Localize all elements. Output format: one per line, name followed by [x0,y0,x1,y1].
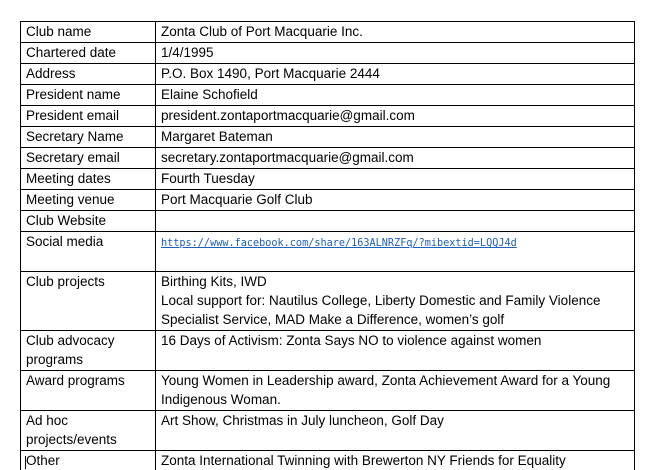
social-media-cell [156,232,635,272]
table-row [21,148,635,169]
club-projects-line-2: Local support for: Nautilus College, Liberty Domestic and Family Violence Specialist Service, MAD Make a Difference, women’s golf [161,293,601,327]
row-value: Zonta International Twinning with Brewerton NY Friends for Equality [156,451,635,470]
table-row [21,169,635,190]
row-label: Club projects [21,272,156,331]
club-projects-line-1: Birthing Kits, IWD [161,274,267,289]
table-row [21,127,635,148]
row-label: Secretary Name [21,127,156,148]
table-row [21,211,635,232]
row-label: Secretary email [21,148,156,169]
table-row [21,43,635,64]
row-value: president.zontaportmacquarie@gmail.com [156,106,635,127]
row-value: Zonta Club of Port Macquarie Inc. [156,22,635,43]
table-row [21,451,635,470]
table-row [21,272,635,331]
text-cursor [25,456,26,469]
row-label: President email [21,106,156,127]
row-value: Fourth Tuesday [156,169,635,190]
row-label: Club name [21,22,156,43]
row-value: Elaine Schofield [156,85,635,106]
social-media-link[interactable]: https://www.facebook.com/share/163ALNRZFq/?mibextid=LQQJ4d [161,238,517,249]
table-row [21,232,635,272]
table-row [21,22,635,43]
club-info-table [20,21,635,470]
table-row [21,411,635,451]
row-value: Art Show, Christmas in July luncheon, Golf Day [156,411,635,451]
row-label: Meeting dates [21,169,156,190]
club-projects-cell [156,272,635,331]
row-label: Other [21,451,156,470]
table-row [21,371,635,411]
table-row [21,331,635,371]
row-label: Club Website [21,211,156,232]
row-value: Margaret Bateman [156,127,635,148]
row-label: President name [21,85,156,106]
table-row [21,64,635,85]
row-label: Meeting venue [21,190,156,211]
row-label: Social media [21,232,156,272]
row-value: P.O. Box 1490, Port Macquarie 2444 [156,64,635,85]
row-value: secretary.zontaportmacquarie@gmail.com [156,148,635,169]
club-website-value [156,211,635,232]
table-row [21,85,635,106]
row-value: Port Macquarie Golf Club [156,190,635,211]
table-row [21,190,635,211]
row-label: Ad hoc projects/events [21,411,156,451]
row-label: Club advocacy programs [21,331,156,371]
table-row [21,106,635,127]
row-value: 1/4/1995 [156,43,635,64]
row-label: Chartered date [21,43,156,64]
row-value: Young Women in Leadership award, Zonta Achievement Award for a Young Indigenous Woman. [156,371,635,411]
row-label: Address [21,64,156,85]
row-label: Award programs [21,371,156,411]
row-value: 16 Days of Activism: Zonta Says NO to violence against women [156,331,635,371]
